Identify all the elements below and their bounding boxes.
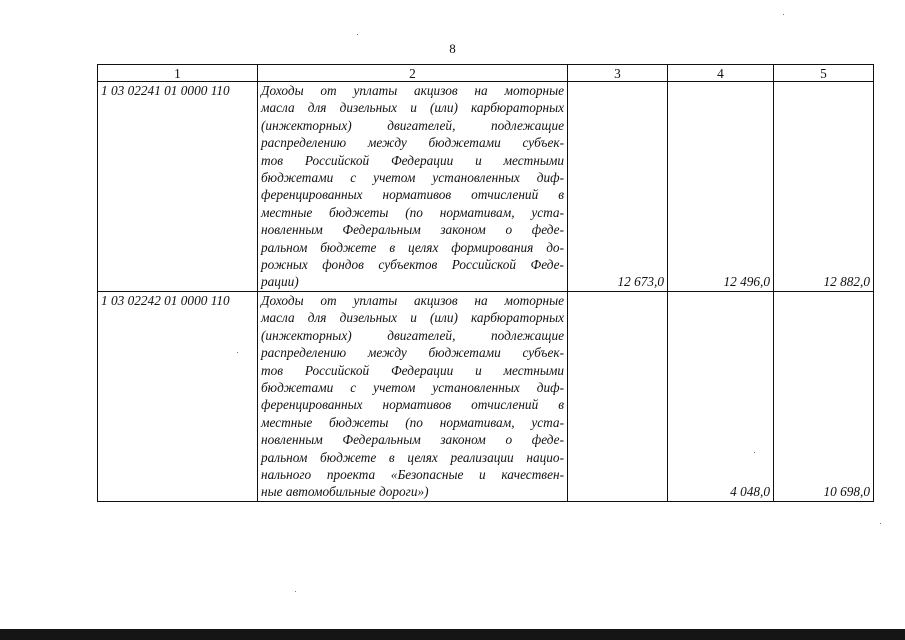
row-value-col4: 12 496,0 [668, 82, 774, 292]
description-line: местные бюджеты (по нормативам, уста- [261, 204, 564, 220]
scan-speck [295, 591, 296, 592]
row-value-col4: 4 048,0 [668, 291, 774, 501]
description-line: ральном бюджете в целях реализации нацио- [261, 449, 564, 465]
row-value-col3 [568, 291, 668, 501]
description-line: (инжекторных) двигателей, подлежащие [261, 327, 564, 343]
scan-speck [357, 34, 358, 35]
column-header-4: 4 [668, 65, 774, 82]
description-line: Доходы от уплаты акцизов на моторные [261, 292, 564, 308]
description-line: масла для дизельных и (или) карбюраторных [261, 100, 564, 116]
description-line: ные автомобильные дороги») [261, 484, 429, 500]
description-line: нального проекта «Безопасные и качествен- [261, 466, 564, 482]
description-line: бюджетами с учетом установленных диф- [261, 379, 564, 395]
column-header-3: 3 [568, 65, 668, 82]
description-line: ральном бюджете в целях формирования до- [261, 239, 564, 255]
description-line: распределению между бюджетами субъек- [261, 345, 564, 361]
table-row [98, 82, 874, 292]
description-line: (инжекторных) двигателей, подлежащие [261, 117, 564, 133]
description-line: рожных фондов субъектов Российской Феде- [261, 257, 564, 273]
description-line: ференцированных нормативов отчислений в [261, 397, 564, 413]
description-line: бюджетами с учетом установленных диф- [261, 170, 564, 186]
row-value-col5: 10 698,0 [774, 291, 874, 501]
column-header-1: 1 [98, 65, 258, 82]
description-line: новленным Федеральным законом о феде- [261, 222, 564, 238]
row-code: 1 03 02241 01 0000 110 [98, 82, 258, 292]
description-line: местные бюджеты (по нормативам, уста- [261, 414, 564, 430]
description-line: рации) [261, 274, 299, 290]
description-line: распределению между бюджетами субъек- [261, 135, 564, 151]
column-header-2: 2 [258, 65, 568, 82]
table-row [98, 291, 874, 501]
scan-speck [783, 14, 784, 15]
row-description [258, 291, 568, 501]
scan-speck [880, 523, 881, 524]
row-value-col3: 12 673,0 [568, 82, 668, 292]
scan-bottom-edge [0, 629, 905, 640]
page-number: 8 [449, 41, 456, 56]
description-line: тов Российской Федерации и местными [261, 362, 564, 378]
row-code: 1 03 02242 01 0000 110 [98, 291, 258, 501]
row-description [258, 82, 568, 292]
column-header-5: 5 [774, 65, 874, 82]
row-value-col5: 12 882,0 [774, 82, 874, 292]
scan-speck [237, 352, 238, 353]
scan-speck [754, 452, 755, 453]
description-line: ференцированных нормативов отчислений в [261, 187, 564, 203]
budget-table [97, 64, 874, 502]
description-line: новленным Федеральным законом о феде- [261, 432, 564, 448]
table-header-row [98, 65, 874, 82]
description-line: тов Российской Федерации и местными [261, 152, 564, 168]
description-line: Доходы от уплаты акцизов на моторные [261, 83, 564, 98]
description-line: масла для дизельных и (или) карбюраторных [261, 310, 564, 326]
